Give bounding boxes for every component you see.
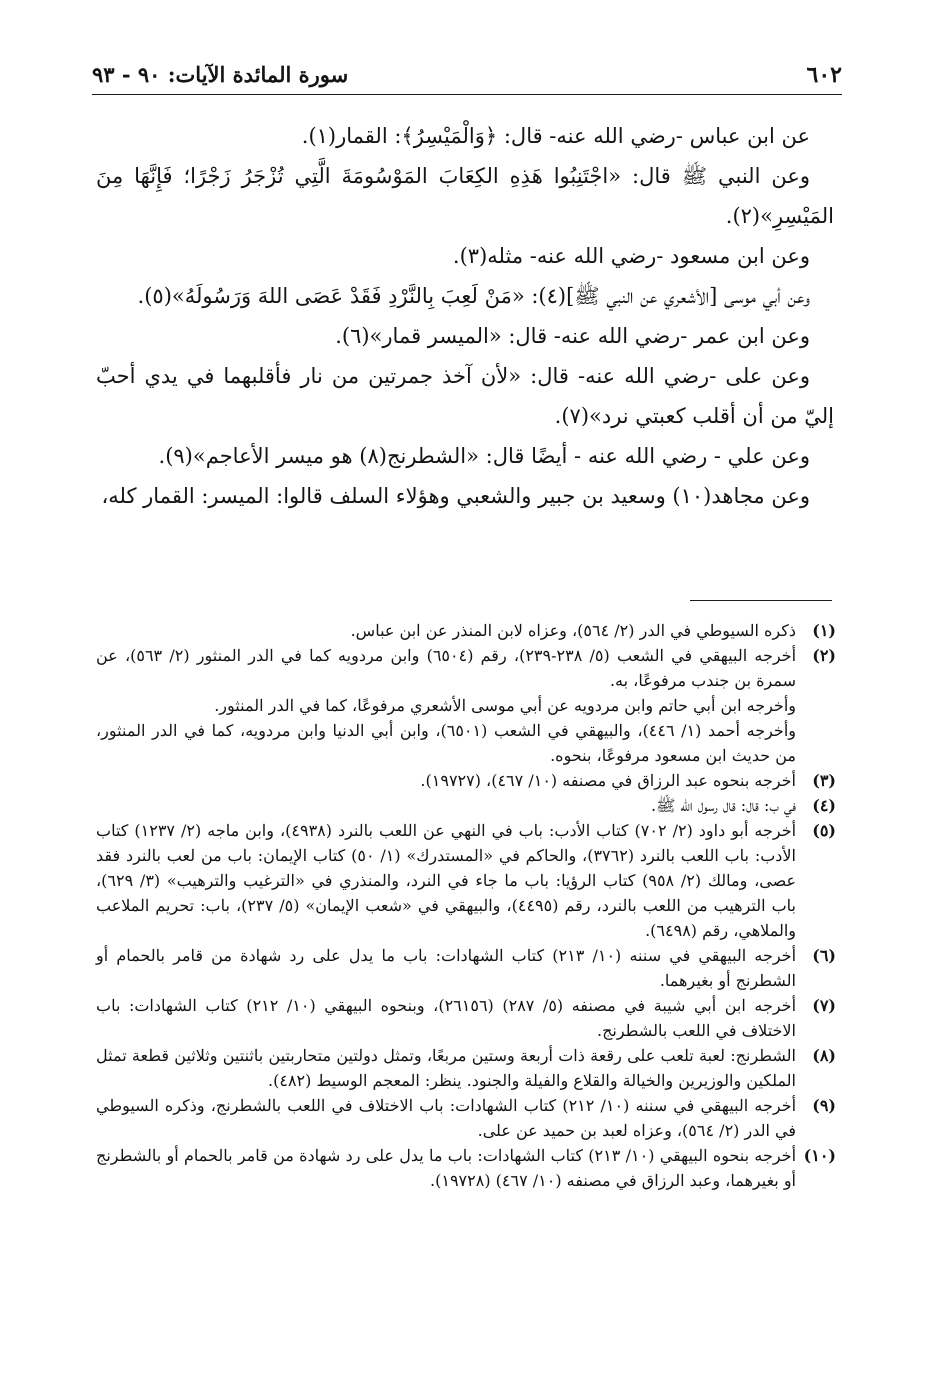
footnote (96, 1093, 836, 1143)
footnote-number: (٤) (812, 796, 836, 815)
footnote (96, 993, 836, 1043)
footnote (96, 793, 836, 818)
footnote-text: أخرجه ابن أبي شيبة في مصنفه (٥/ ٢٨٧) (٢٦١٥٦)، وبنحوه البيهقي (١٠/ ٢١٢) كتاب الشهادات: باب الاختلاف في اللعب بالشطرنج. (96, 996, 797, 1040)
running-title: سورة المائدة الآيات: ٩٠ - ٩٣ (92, 62, 349, 87)
footnote-number: (٦) (812, 946, 836, 965)
footnote-separator (690, 600, 832, 601)
footnote-text: الشطرنج: لعبة تلعب على رقعة ذات أربعة وستين مربعًا، وتمثل دولتين متحاربتين باثنتين وثلاثين قطعة تمثل الملكين والوزيرين والخيالة والقلاع والفيلة والجنود. ينظر: المعجم الوسيط (٤٨٢). (96, 1046, 796, 1090)
paragraph: وعن علي - رضي الله عنه - أيضًا قال: «الشطرنج(٨) هو ميسر الأعاجم»(٩). (158, 444, 810, 468)
footnote (96, 1043, 836, 1093)
footnote-text: أخرجه أبو داود (٢/ ٧٠٢) كتاب الأدب: باب في النهي عن اللعب بالنرد (٤٩٣٨)، وابن ماجه (٢/ ١٢٣٧) كتاب الأدب: باب اللعب بالنرد (٣٧٦٢)، والحاكم في «المستدرك» (١/ ٥٠) كتاب الإيمان: باب من لعب بالنرد فقد عصى، ومالك (٢/ ٩٥٨) كتاب الرؤيا: باب ما جاء في النرد، والمنذري في «الترغيب والترهيب» (٣/ ٦٢٩)، باب الترهيب من اللعب بالنرد، رقم (٤٤٩٥)، والبيهقي في «شعب الإيمان» (٥/ ٢٣٧)، باب: تحريم الملاعب والملاهي، رقم (٦٤٩٨). (96, 821, 797, 940)
footnote-number: (٨) (812, 1046, 836, 1065)
paragraph: وعن أبي موسى [الأشعري عن النبي ﷺ](٤): «مَنْ لَعِبَ بِالنَّرْدِ فَقَدْ عَصَى اللهَ وَرَسُولَهُ»(٥). (137, 284, 810, 308)
footnote-text: أخرجه بنحوه البيهقي (١٠/ ٢١٣) كتاب الشهادات: باب ما يدل على رد شهادة من قامر بالحمام أو بالشطرنج أو بغيرهما، وعبد الرزاق في مصنفه (١٠/ ٤٦٧) (١٩٧٢٨). (96, 1146, 797, 1190)
footnote-number: (١) (812, 621, 836, 640)
footnote-text: أخرجه بنحوه عبد الرزاق في مصنفه (١٠/ ٤٦٧)، (١٩٧٢٧). (420, 771, 796, 790)
footnote-number: (٣) (812, 771, 836, 790)
footnote (96, 818, 836, 943)
footnote (96, 768, 836, 793)
footnote-number: (٥) (812, 821, 836, 840)
page-number: ٦٠٢ (806, 62, 842, 88)
paragraph: وعن على -رضي الله عنه- قال: «لأن آخذ جمرتين من نار فأقلبهما في يدي أحبّ إليّ من أن أقلب كعبتي نرد»(٧). (96, 364, 834, 428)
footnote (96, 1143, 836, 1193)
page-header (92, 58, 842, 95)
footnote-text: أخرجه البيهقي في الشعب (٥/ ٢٣٨-٢٣٩)، رقم (٦٥٠٤) وابن مردويه كما في الدر المنثور (٢/ ٥٦٣)، عن سمرة بن جندب مرفوعًا، به. (96, 646, 797, 690)
footnote-text: في ب: قال: قال رسول الله ﷺ. (651, 796, 796, 815)
paragraph: وعن ابن عمر -رضي الله عنه- قال: «الميسر قمار»(٦). (335, 324, 810, 348)
footnote-continuation: وأخرجه ابن أبي حاتم وابن مردويه عن أبي موسى الأشعري مرفوعًا، كما في الدر المنثور. (214, 696, 796, 715)
main-text (96, 116, 834, 516)
paragraph: وعن النبي ﷺ قال: «اجْتَنِبُوا هَذِهِ الكِعَابَ المَوْسُومَةَ الَّتِي تُزْجَرُ زَجْرًا؛ فَإِنَّهَا مِنَ المَيْسِرِ»(٢). (96, 164, 834, 228)
footnote-text: أخرجه البيهقي في سننه (١٠/ ٢١٣) كتاب الشهادات: باب ما يدل على رد شهادة من قامر بالحمام أو الشطرنج أو بغيرهما. (96, 946, 797, 990)
footnote (96, 943, 836, 993)
footnotes (96, 618, 836, 1193)
footnote-number: (٧) (812, 996, 836, 1015)
paragraph: وعن ابن مسعود -رضي الله عنه- مثله(٣). (452, 244, 810, 268)
footnote-continuation: وأخرجه أحمد (١/ ٤٤٦)، والبيهقي في الشعب (٦٥٠١)، وابن أبي الدنيا وابن مردويه، كما في الدر المنثور، من حديث ابن مسعود مرفوعًا، بنحوه. (96, 721, 796, 765)
paragraph: عن ابن عباس -رضي الله عنه- قال: ﴿وَالْمَيْسِرُ﴾: القمار(١). (301, 124, 810, 148)
footnote-number: (٩) (812, 1096, 836, 1115)
footnote (96, 618, 836, 643)
footnote-number: (١٠) (803, 1146, 836, 1165)
paragraph: وعن مجاهد(١٠) وسعيد بن جبير والشعبي وهؤلاء السلف قالوا: الميسر: القمار كله، (101, 484, 810, 508)
footnote-text: ذكره السيوطي في الدر (٢/ ٥٦٤)، وعزاه لابن المنذر عن ابن عباس. (350, 621, 796, 640)
footnote-text: أخرجه البيهقي في سننه (١٠/ ٢١٢) كتاب الشهادات: باب الاختلاف في اللعب بالشطرنج، وذكره السيوطي في الدر (٢/ ٥٦٤)، وعزاه لعبد بن حميد عن على. (96, 1096, 797, 1140)
footnote-number: (٢) (812, 646, 836, 665)
footnote (96, 643, 836, 693)
